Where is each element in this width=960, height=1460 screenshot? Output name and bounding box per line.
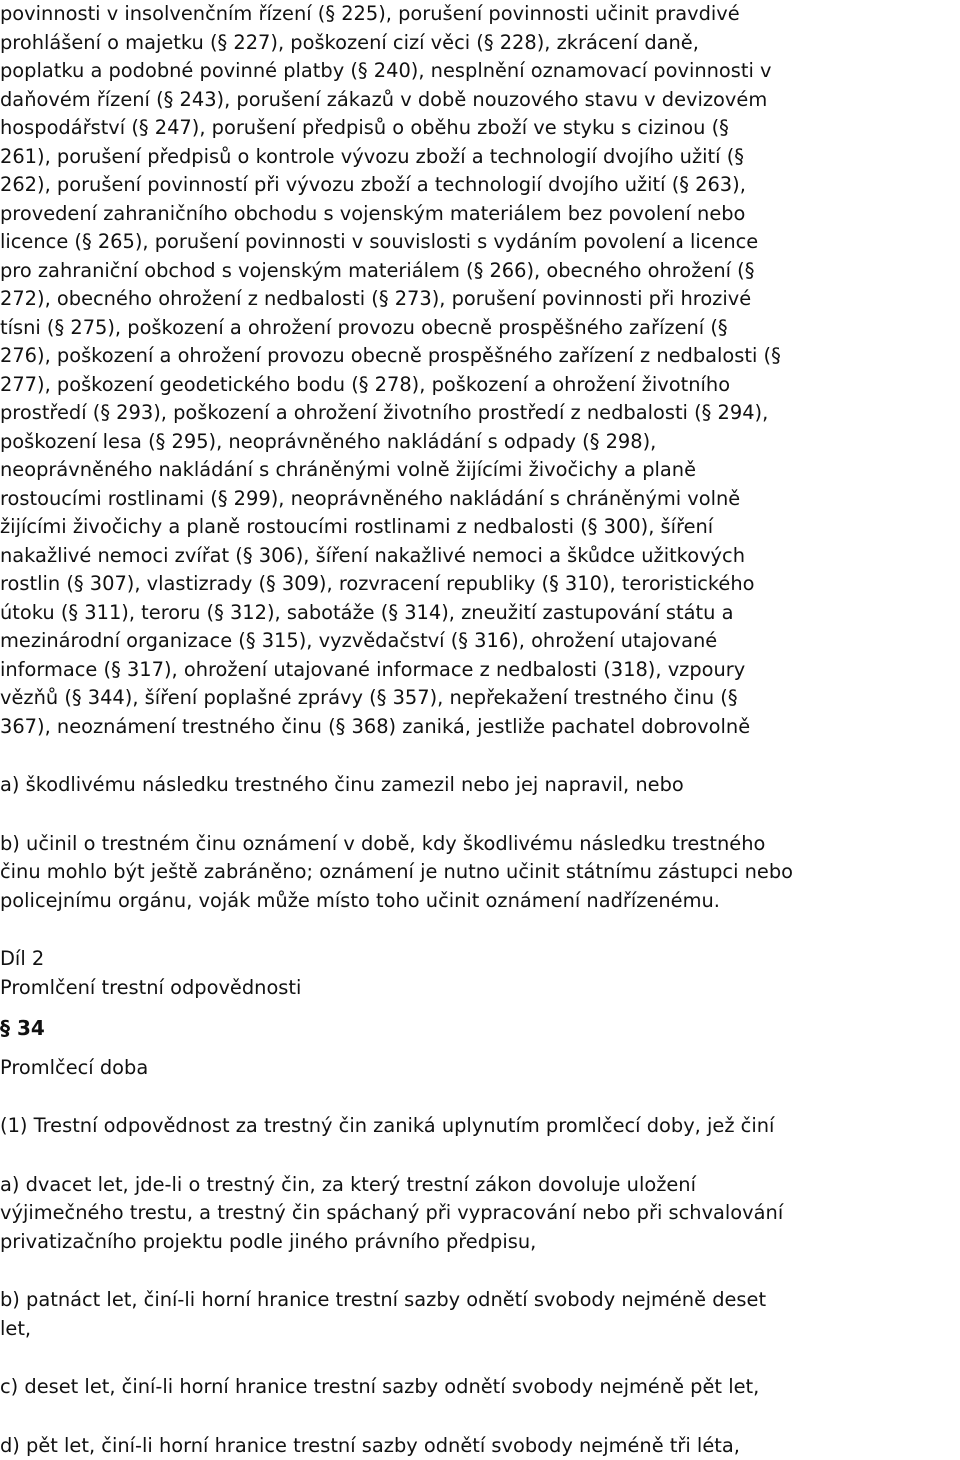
text-line: nakažlivé nemoci zvířat (§ 306), šíření nakažlivé nemoci a škůdce užitkových xyxy=(0,542,960,571)
text-line: c) deset let, činí-li horní hranice trestní sazby odnětí svobody nejméně pět let, xyxy=(0,1373,960,1402)
text-line: povinnosti v insolvenčním řízení (§ 225), porušení povinnosti učinit pravdivé xyxy=(0,0,960,29)
text-line: rostlin (§ 307), vlastizrady (§ 309), rozvracení republiky (§ 310), teroristického xyxy=(0,570,960,599)
text-line: 262), porušení povinností při vývozu zboží a technologií dvojího užití (§ 263), xyxy=(0,171,960,200)
subsection-1 xyxy=(0,1112,960,1141)
heading-gap xyxy=(0,1002,960,1014)
paragraph-gap xyxy=(0,1402,960,1432)
text-line: vězňů (§ 344), šíření poplašné zprávy (§ 357), nepřekažení trestného činu (§ xyxy=(0,684,960,713)
text-line: b) patnáct let, činí-li horní hranice trestní sazby odnětí svobody nejméně deset xyxy=(0,1286,960,1315)
text-line: neoprávněného nakládání s chráněnými volně žijícími živočichy a planě xyxy=(0,456,960,485)
text-line: a) škodlivému následku trestného činu zamezil nebo jej napravil, nebo xyxy=(0,771,960,800)
text-line: pro zahraniční obchod s vojenským materiálem (§ 266), obecného ohrožení (§ xyxy=(0,257,960,286)
text-line: činu mohlo být ještě zabráněno; oznámení je nutno učinit státnímu zástupci nebo xyxy=(0,858,960,887)
paragraph-gap xyxy=(0,1343,960,1373)
text-line: daňovém řízení (§ 243), porušení zákazů v době nouzového stavu v devizovém xyxy=(0,86,960,115)
text-line: a) dvacet let, jde-li o trestný čin, za který trestní zákon dovoluje uložení xyxy=(0,1171,960,1200)
text-line: tísni (§ 275), poškození a ohrožení provozu obecně prospěšného zařízení (§ xyxy=(0,314,960,343)
text-line: 272), obecného ohrožení z nedbalosti (§ 273), porušení povinnosti při hrozivé xyxy=(0,285,960,314)
text-line: prostředí (§ 293), poškození a ohrožení životního prostředí z nedbalosti (§ 294), xyxy=(0,399,960,428)
item-b xyxy=(0,830,960,916)
part-title: Promlčení trestní odpovědnosti xyxy=(0,974,960,1003)
text-line: licence (§ 265), porušení povinnosti v souvislosti s vydáním povolení a licence xyxy=(0,228,960,257)
limit-d xyxy=(0,1432,960,1460)
part-heading xyxy=(0,945,960,1002)
text-line: d) pět let, činí-li horní hranice trestní sazby odnětí svobody nejméně tři léta, xyxy=(0,1432,960,1460)
text-line: let, xyxy=(0,1315,960,1344)
text-line: b) učinil o trestném činu oznámení v době, kdy škodlivému následku trestného xyxy=(0,830,960,859)
paragraph-gap xyxy=(0,915,960,945)
section-number: § 34 xyxy=(0,1014,960,1043)
text-line: prohlášení o majetku (§ 227), poškození cizí věci (§ 228), zkrácení daně, xyxy=(0,29,960,58)
text-line: 277), poškození geodetického bodu (§ 278), poškození a ohrožení životního xyxy=(0,371,960,400)
text-line: privatizačního projektu podle jiného právního předpisu, xyxy=(0,1228,960,1257)
part-label: Díl 2 xyxy=(0,945,960,974)
text-line: informace (§ 317), ohrožení utajované informace z nedbalosti (318), vzpoury xyxy=(0,656,960,685)
text-line: poplatku a podobné povinné platby (§ 240), nesplnění oznamovací povinnosti v xyxy=(0,57,960,86)
text-line: 276), poškození a ohrožení provozu obecně prospěšného zařízení z nedbalosti (§ xyxy=(0,342,960,371)
text-line: útoku (§ 311), teroru (§ 312), sabotáže (§ 314), zneužití zastupování státu a xyxy=(0,599,960,628)
text-line: (1) Trestní odpovědnost za trestný čin zaniká uplynutím promlčecí doby, jež činí xyxy=(0,1112,960,1141)
item-a xyxy=(0,771,960,800)
limit-b xyxy=(0,1286,960,1343)
paragraph-gap xyxy=(0,1141,960,1171)
text-line: provedení zahraničního obchodu s vojenským materiálem bez povolení nebo xyxy=(0,200,960,229)
text-line: mezinárodní organizace (§ 315), vyzvědačství (§ 316), ohrožení utajované xyxy=(0,627,960,656)
text-line: 367), neoznámení trestného činu (§ 368) zaniká, jestliže pachatel dobrovolně xyxy=(0,713,960,742)
text-line: hospodářství (§ 247), porušení předpisů o oběhu zboží ve styku s cizinou (§ xyxy=(0,114,960,143)
text-line: rostoucími rostlinami (§ 299), neoprávněného nakládání s chráněnými volně xyxy=(0,485,960,514)
text-line: policejnímu orgánu, voják může místo toho učinit oznámení nadřízenému. xyxy=(0,887,960,916)
text-line: poškození lesa (§ 295), neoprávněného nakládání s odpady (§ 298), xyxy=(0,428,960,457)
paragraph-gap xyxy=(0,741,960,771)
paragraph-gap xyxy=(0,1082,960,1112)
limit-c xyxy=(0,1373,960,1402)
paragraph-gap xyxy=(0,800,960,830)
section-title: Promlčecí doba xyxy=(0,1054,960,1083)
text-line: výjimečného trestu, a trestný čin spáchaný při vypracování nebo při schvalování xyxy=(0,1199,960,1228)
heading-gap xyxy=(0,1043,960,1054)
limit-a xyxy=(0,1171,960,1257)
paragraph-gap xyxy=(0,1256,960,1286)
text-line: žijícími živočichy a planě rostoucími rostlinami z nedbalosti (§ 300), šíření xyxy=(0,513,960,542)
text-line: 261), porušení předpisů o kontrole vývozu zboží a technologií dvojího užití (§ xyxy=(0,143,960,172)
